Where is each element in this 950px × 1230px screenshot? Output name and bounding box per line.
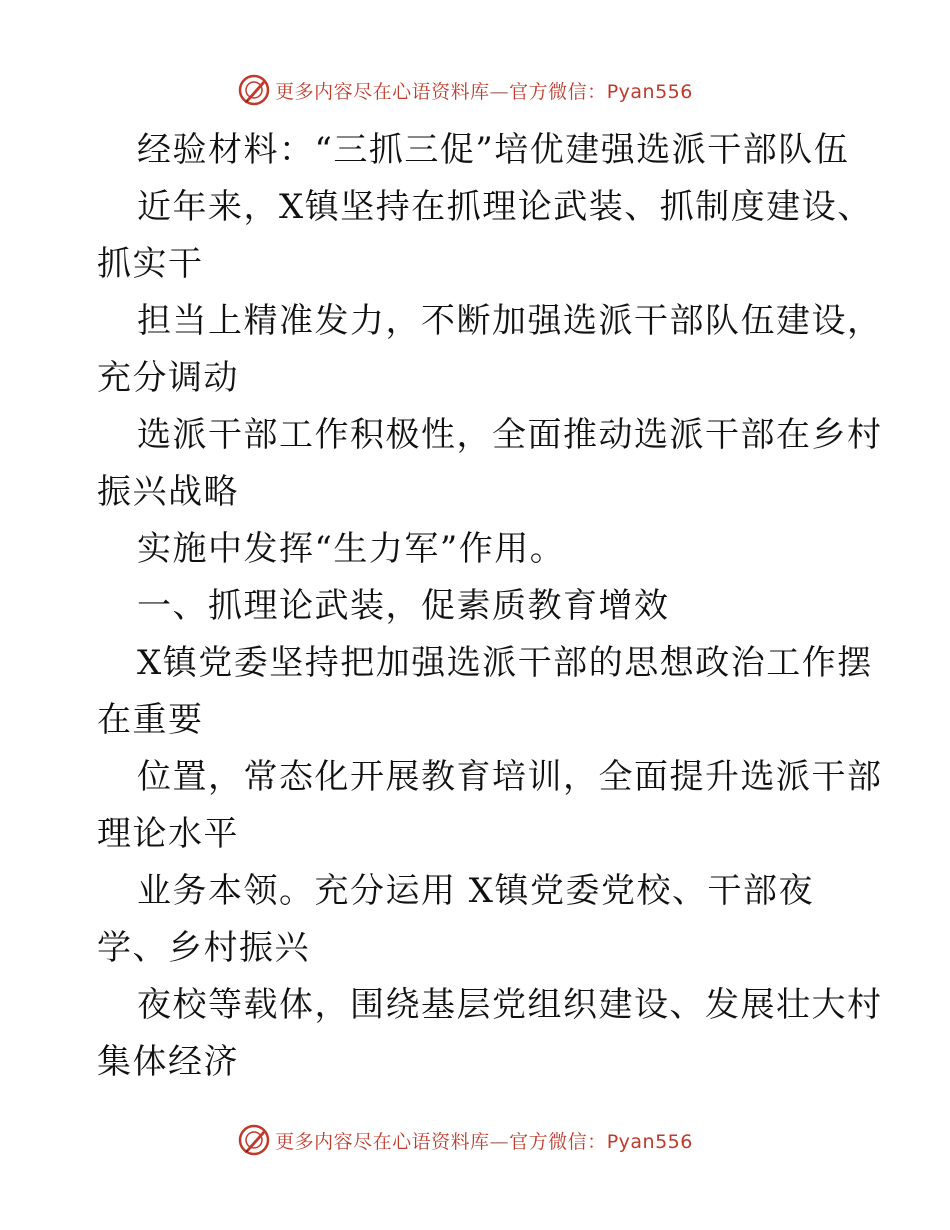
banner-dash: —: [489, 80, 510, 103]
banner-content: [237, 1123, 693, 1157]
document-line: X镇党委坚持把加强选派干部的思想政治工作摆: [137, 643, 873, 683]
banner-wechat-label: 官方微信：: [509, 80, 607, 103]
banner-dash: —: [489, 1130, 510, 1153]
document-line: 一、抓理论武装，促素质教育增效: [137, 586, 670, 626]
document-line: 学、乡村振兴: [97, 928, 310, 968]
banner-wechat-label: 官方微信：: [509, 1130, 607, 1153]
pen-logo-icon: [237, 73, 271, 107]
document-line: 近年来，X镇坚持在抓理论武装、抓制度建设、: [137, 187, 873, 227]
document-line: 担当上精准发力，不断加强选派干部队伍建设，: [137, 301, 883, 341]
banner-text: [275, 77, 693, 104]
document-line: 位置，常态化开展教育培训，全面提升选派干部: [137, 757, 883, 797]
document-line: 实施中发挥“生力军”作用。: [137, 529, 566, 569]
document-line: 充分调动: [97, 358, 239, 398]
document-line: 集体经济: [97, 1042, 239, 1082]
document-line: 在重要: [97, 700, 204, 740]
pen-logo-icon: [237, 1123, 271, 1157]
document-line: 经验材料：“三抓三促”培优建强选派干部队伍: [137, 130, 850, 170]
document-line: 抓实干: [97, 244, 204, 284]
document-line: 业务本领。充分运用 X镇党委党校、干部夜: [137, 871, 815, 911]
banner-main-text: 更多内容尽在心语资料库: [275, 1130, 490, 1153]
banner-content: [237, 73, 693, 107]
header-banner: [0, 72, 950, 108]
banner-wechat-id: Pyan556: [606, 1130, 693, 1153]
banner-wechat-id: Pyan556: [606, 80, 693, 103]
document-line: 夜校等载体，围绕基层党组织建设、发展壮大村: [137, 985, 883, 1025]
document-line: 理论水平: [97, 814, 239, 854]
banner-text: [275, 1127, 693, 1154]
document-line: 振兴战略: [97, 472, 239, 512]
footer-banner: [0, 1122, 950, 1158]
banner-main-text: 更多内容尽在心语资料库: [275, 80, 490, 103]
document-line: 选派干部工作积极性，全面推动选派干部在乡村: [137, 415, 883, 455]
document-body: [97, 122, 883, 1091]
